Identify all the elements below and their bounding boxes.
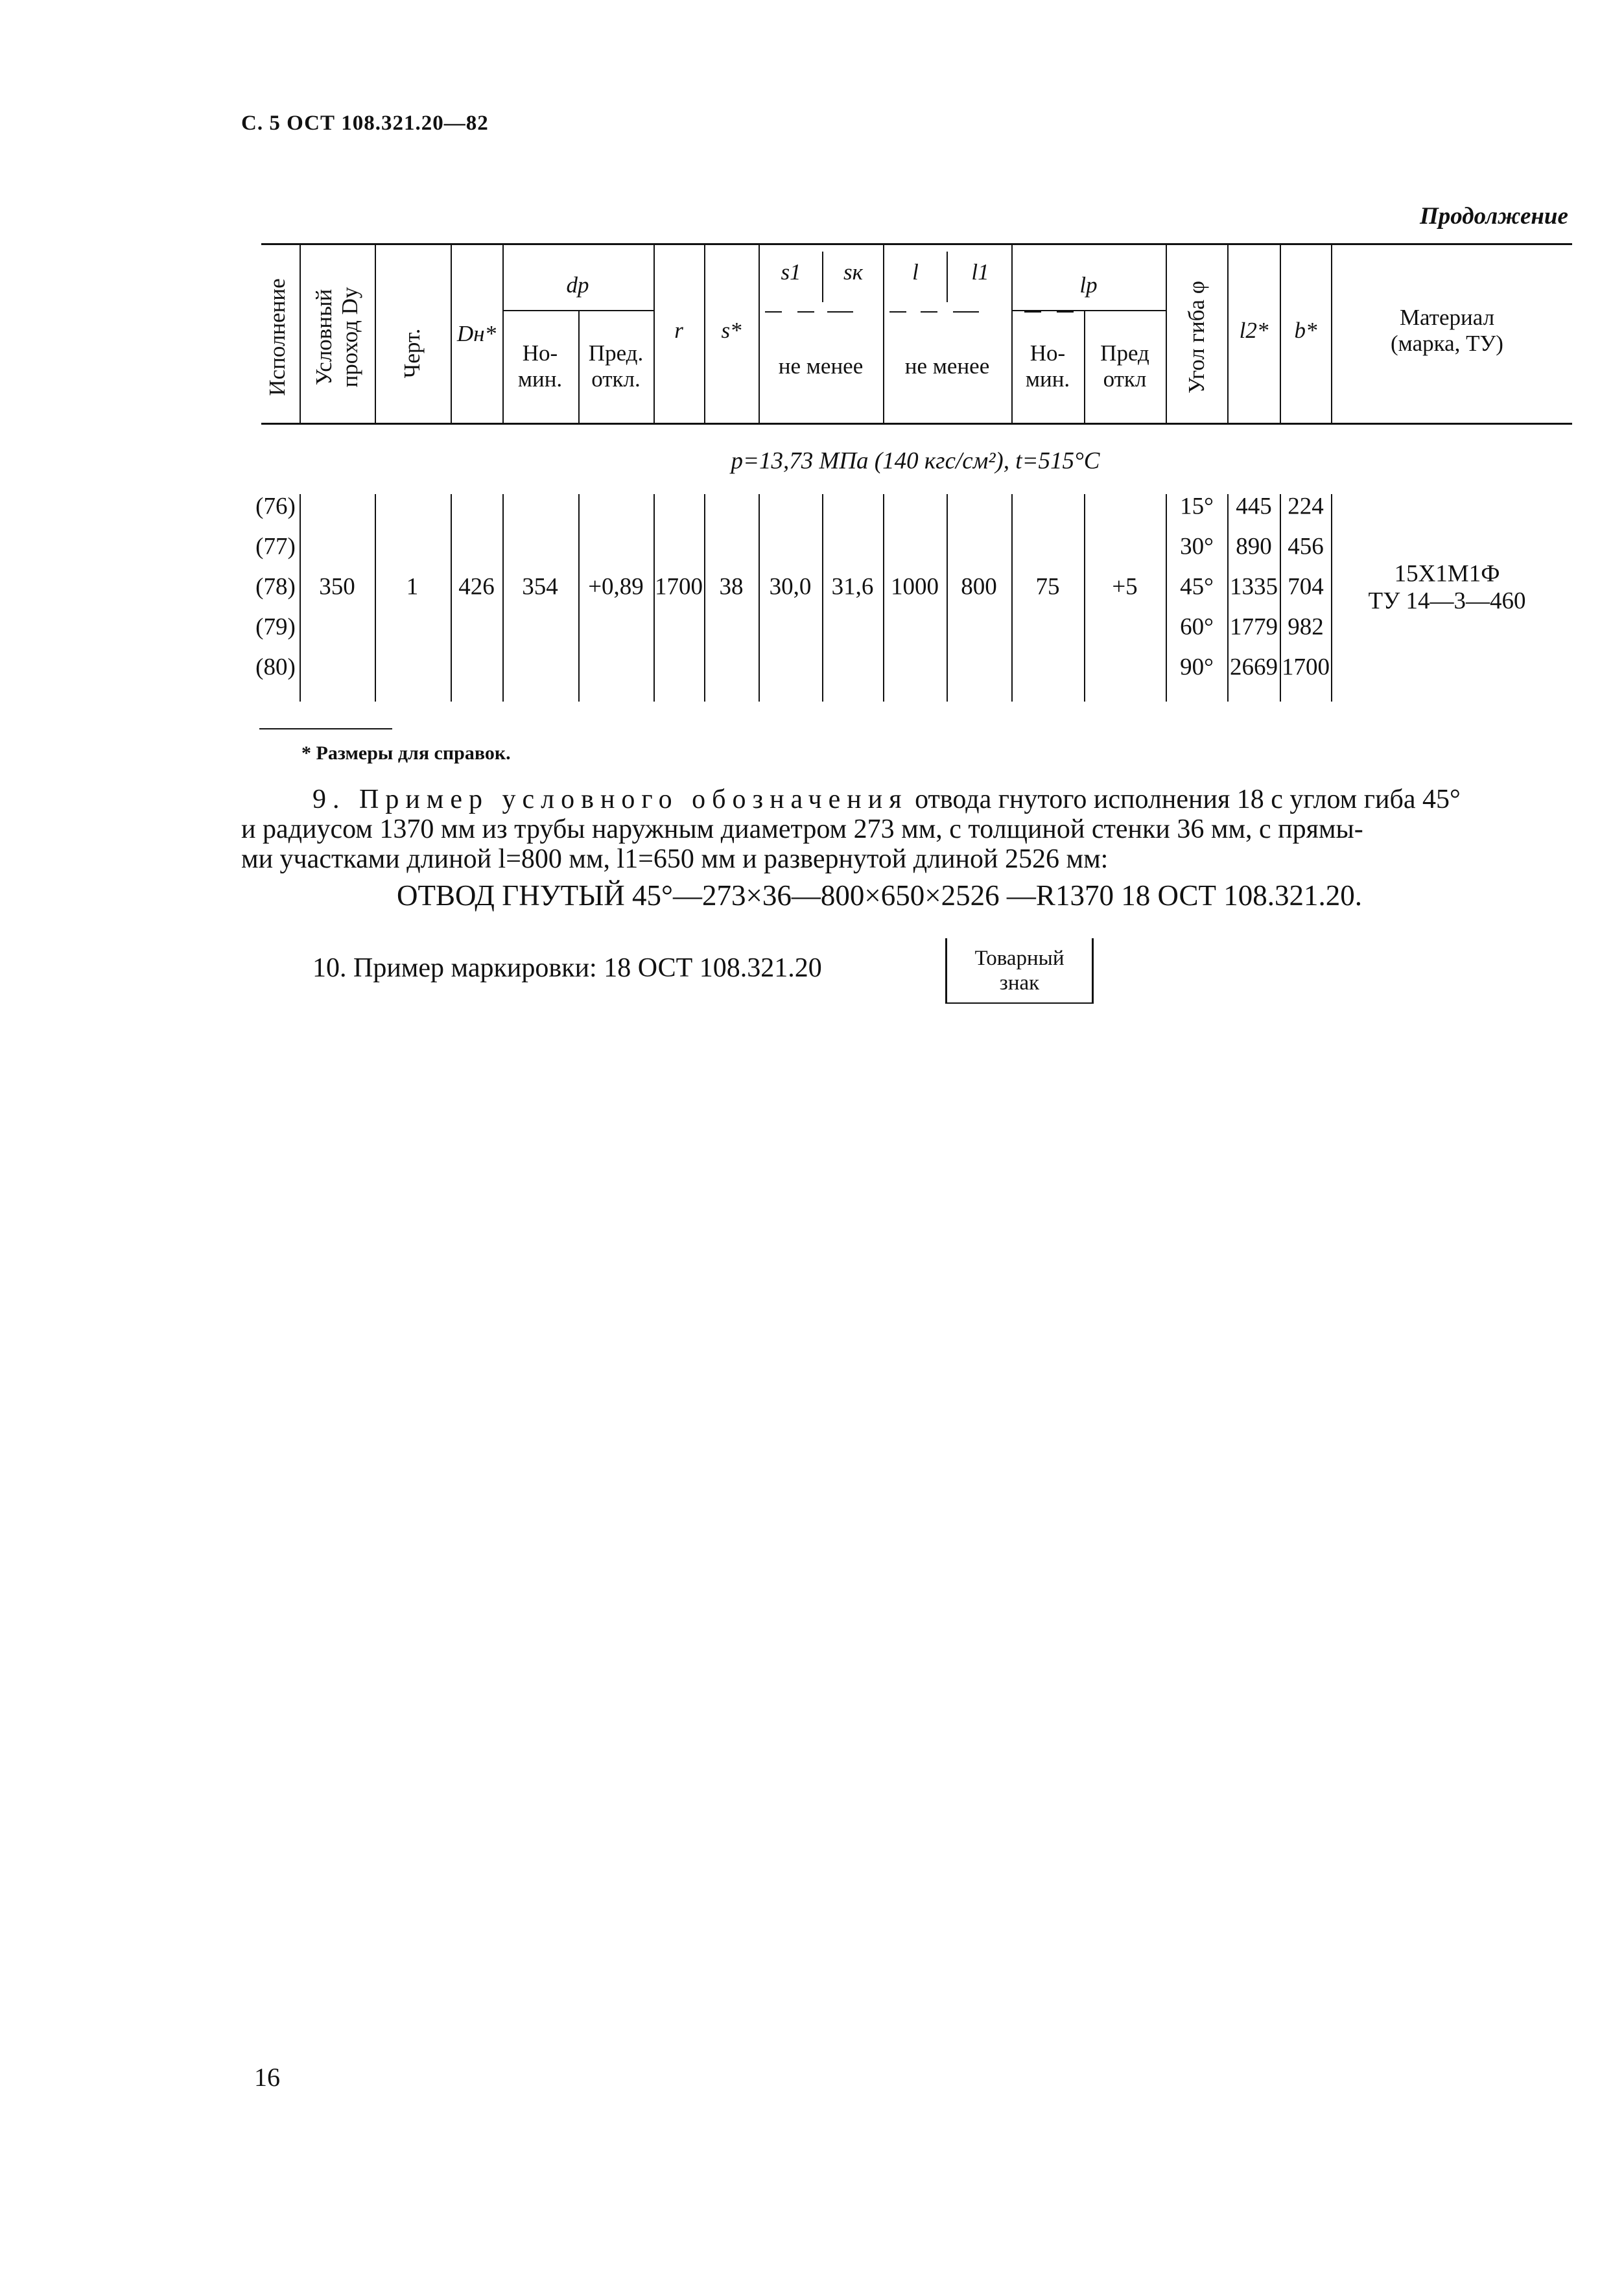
angle-15: 15°: [1180, 493, 1214, 520]
angle-30: 30°: [1180, 533, 1214, 560]
header-nominal-pass: Условный проход Dу: [311, 287, 362, 388]
header-dp-deviation: Пред. откл.: [588, 340, 644, 392]
value-lp-deviation: +5: [1112, 573, 1138, 600]
table-top-rule: [261, 243, 1572, 245]
condition-row: p=13,73 МПа (140 кгс/см²), t=515°С: [731, 447, 1100, 475]
header-dp: dр: [566, 272, 589, 298]
paragraph-9: [241, 785, 1577, 874]
execution-77: (77): [255, 533, 296, 560]
execution-80: (80): [255, 654, 296, 681]
header-lp-nominal: Но- мин.: [1025, 340, 1070, 392]
header-l2: l2*: [1239, 317, 1269, 343]
footnote-rule: [259, 728, 392, 729]
trademark-label: Товарный знак: [974, 947, 1065, 995]
b-value: 1700: [1282, 654, 1330, 681]
value-dp-deviation: +0,89: [588, 573, 644, 600]
value-s1: 30,0: [769, 573, 812, 600]
page-number: 16: [254, 2063, 280, 2092]
header-r: r: [674, 317, 683, 343]
l2-value: 445: [1236, 493, 1272, 520]
angle-90: 90°: [1180, 654, 1214, 681]
designation: ОТВОД ГНУТЫЙ 45°—273×36—800×650×2526 —R1370 18 ОСТ 108.321.20.: [397, 879, 1362, 912]
footnote: * Размеры для справок.: [301, 742, 511, 764]
header-dn: Dн*: [456, 320, 497, 346]
l2-value: 1335: [1230, 573, 1278, 600]
value-l1: 800: [961, 573, 997, 600]
l2-value: 2669: [1230, 654, 1278, 681]
header-drawing: Черт.: [399, 328, 425, 379]
b-value: 224: [1288, 493, 1324, 520]
paragraph-9-line2: и радиусом 1370 мм из трубы наружным диаметром 273 мм, с толщиной стенки 36 мм, с прямы-: [241, 814, 1363, 844]
document-header: С. 5 ОСТ 108.321.20—82: [241, 112, 489, 135]
header-l: l: [912, 259, 919, 285]
value-lp-nominal: 75: [1035, 573, 1060, 600]
angle-45: 45°: [1180, 573, 1214, 600]
material-spec: ТУ 14—3—460: [1368, 587, 1526, 615]
header-lp: lр: [1079, 272, 1098, 298]
value-s: 38: [719, 573, 744, 600]
l2-value: 1779: [1230, 613, 1278, 641]
b-value: 982: [1288, 613, 1324, 641]
execution-76: (76): [255, 493, 296, 520]
continuation-label: Продолжение: [1420, 203, 1568, 230]
material-grade: 15Х1М1Ф: [1394, 560, 1500, 587]
header-s: s*: [721, 317, 742, 343]
b-value: 704: [1288, 573, 1324, 600]
header-bottom-rule: [261, 423, 1572, 425]
header-not-less-1: не менее: [778, 353, 864, 379]
trademark-box: [945, 938, 1094, 1004]
value-r: 1700: [655, 573, 703, 600]
header-s1: s1: [781, 259, 801, 285]
paragraph-10: 10. Пример маркировки: 18 ОСТ 108.321.20: [312, 953, 822, 983]
paragraph-9-line3: ми участками длиной l=800 мм, l1=650 мм и развернутой длиной 2526 мм:: [241, 844, 1109, 874]
header-dp-nominal: Но- мин.: [517, 340, 563, 392]
l2-value: 890: [1236, 533, 1272, 560]
value-dy: 350: [319, 573, 355, 600]
header-material: Материал (марка, ТУ): [1391, 304, 1503, 356]
header-b: b*: [1294, 317, 1317, 343]
value-dn: 426: [458, 573, 495, 600]
spec-table: [0, 0, 1624, 713]
header-execution: Исполнение: [264, 278, 290, 396]
angle-60: 60°: [1180, 613, 1214, 641]
header-bend-angle: Угол гиба φ: [1183, 281, 1209, 394]
value-drawing: 1: [406, 573, 419, 600]
paragraph-9-line1: отвода гнутого исполнения 18 с углом гиба 45°: [915, 785, 1461, 814]
header-l1: l1: [971, 259, 989, 285]
b-value: 456: [1288, 533, 1324, 560]
value-dp-nominal: 354: [522, 573, 558, 600]
value-sk: 31,6: [831, 573, 874, 600]
execution-78: (78): [255, 573, 296, 600]
paragraph-9-lead: 9. Пример условного обозначения: [312, 785, 908, 814]
header-lp-deviation: Пред откл: [1100, 340, 1149, 392]
header-not-less-2: не менее: [904, 353, 990, 379]
header-sk: sк: [843, 259, 863, 285]
value-l: 1000: [891, 573, 939, 600]
execution-79: (79): [255, 613, 296, 641]
